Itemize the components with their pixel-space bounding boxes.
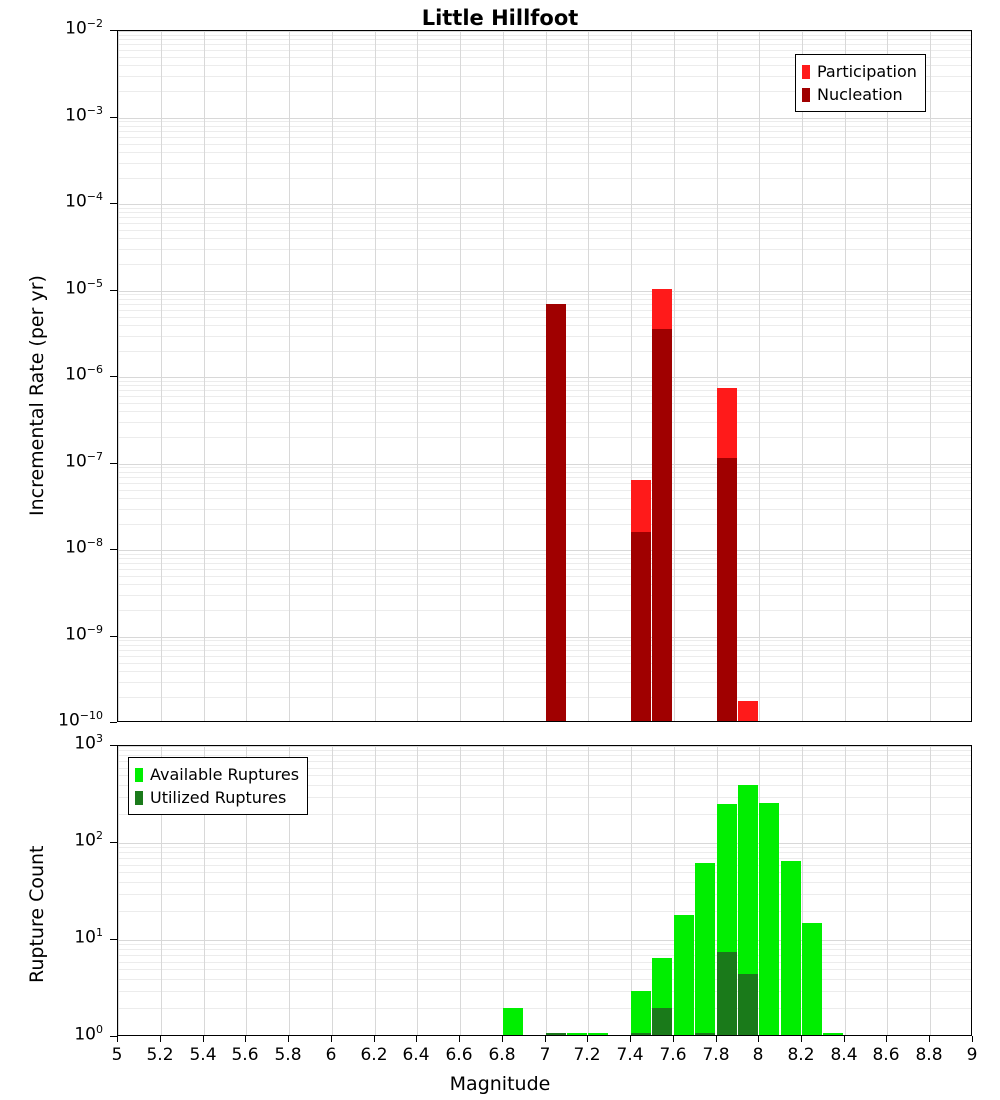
x-tick-label: 8.6 xyxy=(872,1045,900,1065)
bar-nucleation xyxy=(631,532,651,722)
bar-utilized-ruptures xyxy=(695,1033,715,1036)
x-tick-label: 8.4 xyxy=(830,1045,858,1065)
x-tick-mark xyxy=(203,1036,204,1042)
x-tick-mark xyxy=(673,1036,674,1042)
y-tick-mark xyxy=(110,722,117,723)
x-tick-mark xyxy=(160,1036,161,1042)
y-tick-label: $10^{-9}$ xyxy=(65,623,103,645)
bar-utilized-ruptures xyxy=(738,974,758,1036)
bar-nucleation xyxy=(717,458,737,722)
bar-participation xyxy=(738,701,758,722)
x-tick-mark xyxy=(758,1036,759,1042)
x-tick-label: 5.8 xyxy=(274,1045,302,1065)
gridline xyxy=(845,746,846,1035)
bar-nucleation xyxy=(652,329,672,722)
bar-available-ruptures xyxy=(674,915,694,1036)
x-tick-label: 8 xyxy=(752,1045,764,1065)
bar-nucleation xyxy=(546,304,566,722)
x-tick-mark xyxy=(416,1036,417,1042)
legend-item xyxy=(802,60,917,83)
x-tick-mark xyxy=(245,1036,246,1042)
x-tick-mark xyxy=(117,1036,118,1042)
incremental-rate-y-label: Incremental Rate (per yr) xyxy=(26,275,48,516)
x-tick-mark xyxy=(716,1036,717,1042)
y-tick-label: $10^{-4}$ xyxy=(65,190,103,212)
incremental-rate-legend xyxy=(795,54,926,112)
y-tick-label: $10^{-7}$ xyxy=(65,450,103,472)
x-tick-mark xyxy=(630,1036,631,1042)
gridline xyxy=(887,746,888,1035)
gridline xyxy=(802,31,803,721)
gridline xyxy=(161,31,162,721)
gridline xyxy=(674,31,675,721)
x-tick-label: 9 xyxy=(966,1045,978,1065)
y-tick-label: $10^{-10}$ xyxy=(58,709,103,731)
rupture-count-y-label: Rupture Count xyxy=(26,845,48,983)
y-tick-mark xyxy=(110,290,117,291)
y-tick-mark xyxy=(110,203,117,204)
gridline xyxy=(503,746,504,1035)
x-tick-label: 6.2 xyxy=(360,1045,388,1065)
gridline xyxy=(887,31,888,721)
gridline xyxy=(332,31,333,721)
x-tick-mark xyxy=(331,1036,332,1042)
x-tick-label: 5.4 xyxy=(189,1045,217,1065)
legend-label: Available Ruptures xyxy=(150,765,300,784)
bar-available-ruptures xyxy=(567,1033,587,1036)
gridline xyxy=(460,31,461,721)
y-tick-mark xyxy=(110,939,117,940)
x-tick-mark xyxy=(844,1036,845,1042)
y-tick-mark xyxy=(110,842,117,843)
legend-label: Participation xyxy=(817,62,917,81)
gridline xyxy=(417,31,418,721)
bar-utilized-ruptures xyxy=(631,1033,651,1036)
gridline xyxy=(588,31,589,721)
legend-swatch-icon xyxy=(135,768,143,782)
y-tick-mark xyxy=(110,636,117,637)
x-tick-label: 6.6 xyxy=(445,1045,473,1065)
bar-utilized-ruptures xyxy=(546,1033,566,1036)
x-tick-mark xyxy=(545,1036,546,1042)
y-tick-label: $10^{-2}$ xyxy=(65,17,103,39)
x-tick-mark xyxy=(459,1036,460,1042)
gridline xyxy=(118,746,119,1035)
gridline xyxy=(118,31,119,721)
x-tick-label: 8.2 xyxy=(787,1045,815,1065)
bar-available-ruptures xyxy=(781,861,801,1036)
magnitude-axis-label: Magnitude xyxy=(449,1073,551,1095)
x-tick-label: 8.8 xyxy=(915,1045,943,1065)
legend-item xyxy=(802,83,917,106)
y-tick-label: $10^{-8}$ xyxy=(65,536,103,558)
y-tick-mark xyxy=(110,549,117,550)
bar-available-ruptures xyxy=(759,803,779,1036)
legend-label: Utilized Ruptures xyxy=(150,788,287,808)
x-tick-mark xyxy=(587,1036,588,1042)
y-tick-label: $10^1$ xyxy=(74,926,103,948)
x-tick-label: 7.6 xyxy=(659,1045,687,1065)
rupture-count-legend xyxy=(128,757,308,815)
x-tick-label: 7.2 xyxy=(573,1045,601,1065)
y-tick-label: $10^{-5}$ xyxy=(65,277,103,299)
y-tick-mark xyxy=(110,30,117,31)
y-tick-mark xyxy=(110,745,117,746)
y-tick-mark xyxy=(110,1036,117,1037)
x-tick-mark xyxy=(972,1036,973,1042)
bar-utilized-ruptures xyxy=(652,1008,672,1036)
gridline xyxy=(246,31,247,721)
gridline xyxy=(503,31,504,721)
legend-swatch-icon xyxy=(802,88,810,102)
gridline xyxy=(930,746,931,1035)
gridline xyxy=(930,31,931,721)
x-tick-label: 5 xyxy=(111,1045,123,1065)
x-tick-mark xyxy=(886,1036,887,1042)
bar-available-ruptures xyxy=(823,1033,843,1036)
gridline xyxy=(845,31,846,721)
x-tick-label: 5.6 xyxy=(231,1045,259,1065)
gridline xyxy=(204,31,205,721)
gridline xyxy=(375,31,376,721)
y-tick-label: $10^{-6}$ xyxy=(65,363,103,385)
x-tick-label: 7.4 xyxy=(616,1045,644,1065)
gridline xyxy=(759,31,760,721)
legend-swatch-icon xyxy=(135,791,143,805)
legend-label: Nucleation xyxy=(817,85,903,105)
bar-utilized-ruptures xyxy=(717,952,737,1036)
gridline xyxy=(417,746,418,1035)
x-tick-label: 5.2 xyxy=(146,1045,174,1065)
gridline xyxy=(588,746,589,1035)
bar-available-ruptures xyxy=(695,863,715,1036)
x-tick-label: 6.4 xyxy=(402,1045,430,1065)
gridline xyxy=(460,746,461,1035)
gridline xyxy=(546,746,547,1035)
y-tick-mark xyxy=(110,376,117,377)
bar-available-ruptures xyxy=(503,1008,523,1036)
x-tick-mark xyxy=(374,1036,375,1042)
x-tick-label: 6 xyxy=(325,1045,337,1065)
gridline xyxy=(289,31,290,721)
legend-item xyxy=(135,786,299,809)
page-title: Little Hillfoot xyxy=(421,6,579,30)
gridline xyxy=(332,746,333,1035)
incremental-rate-plot-area xyxy=(118,31,971,721)
y-tick-label: $10^2$ xyxy=(74,829,103,851)
y-tick-mark xyxy=(110,463,117,464)
x-tick-label: 7.8 xyxy=(702,1045,730,1065)
incremental-rate-panel xyxy=(117,30,972,722)
y-tick-label: $10^0$ xyxy=(74,1023,103,1045)
legend-swatch-icon xyxy=(802,65,810,79)
x-tick-mark xyxy=(502,1036,503,1042)
x-tick-label: 6.8 xyxy=(488,1045,516,1065)
y-tick-mark xyxy=(110,117,117,118)
gridline xyxy=(375,746,376,1035)
x-tick-mark xyxy=(801,1036,802,1042)
legend-item xyxy=(135,763,299,786)
y-tick-label: $10^3$ xyxy=(74,732,103,754)
bar-available-ruptures xyxy=(631,991,651,1036)
bar-available-ruptures xyxy=(802,923,822,1036)
x-tick-mark xyxy=(288,1036,289,1042)
y-tick-label: $10^{-3}$ xyxy=(65,104,103,126)
x-tick-label: 7 xyxy=(539,1045,551,1065)
bar-available-ruptures xyxy=(588,1033,608,1036)
x-tick-mark xyxy=(929,1036,930,1042)
